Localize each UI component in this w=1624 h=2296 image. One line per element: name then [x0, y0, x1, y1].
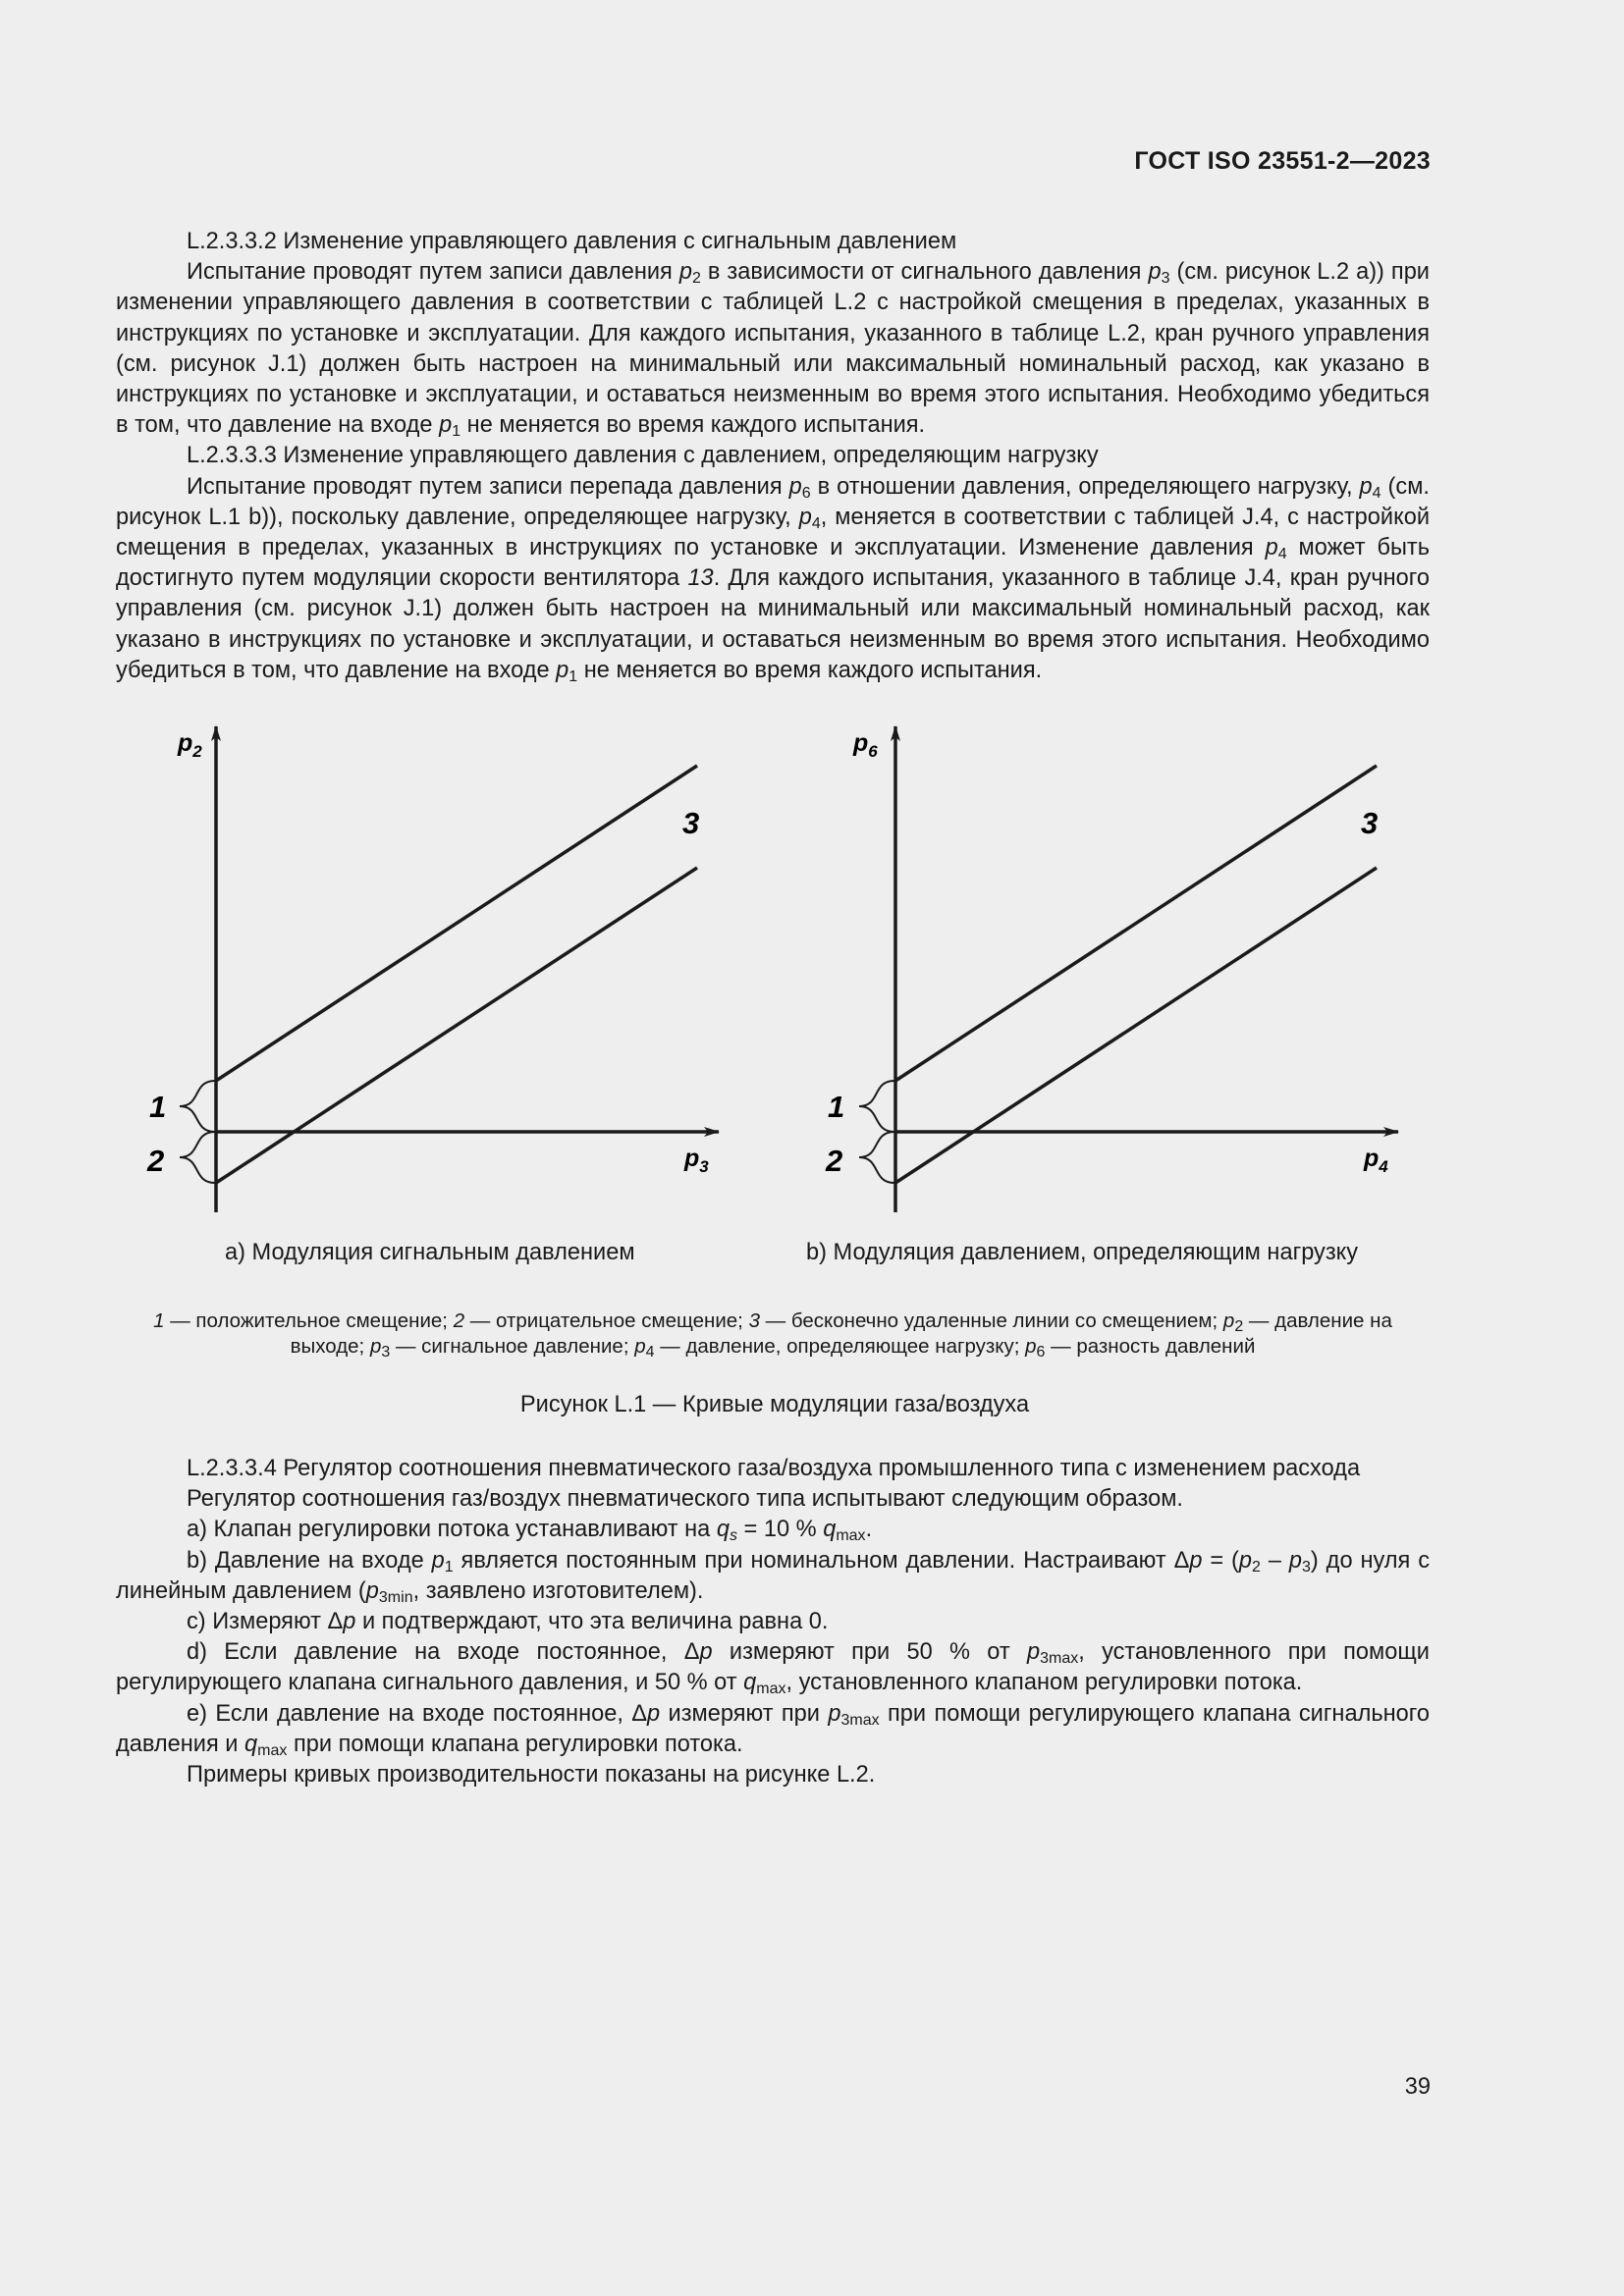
page-number: 39 [1404, 2074, 1431, 2100]
panel-b-caption: b) Модуляция давлением, определяющим нагрузку [806, 1240, 1359, 1265]
section-heading-L2332: L.2.3.3.2 Изменение управляющего давления с сигнальным давлением [187, 229, 957, 254]
panel-a-x-label: $p_3$ [684, 1145, 709, 1176]
panel-a-offset-line-positive [216, 766, 700, 1081]
panel-b-y-label: $p_6$ [853, 729, 878, 761]
section-heading-L2334: L.2.3.3.4 Регулятор соотношения пневматического газа/воздуха промышленного типа с изменением расхода [187, 1456, 1361, 1481]
section-heading-L2333: L.2.3.3.3 Изменение управляющего давления с давлением, определяющим нагрузку [187, 443, 1099, 469]
panel-a-y-label: $p_2$ [178, 729, 202, 761]
paragraph-closing: Примеры кривых производительности показаны на рисунке L.2. [187, 1762, 876, 1789]
figure-title: Рисунок L.1 — Кривые модуляции газа/воздуха [519, 1392, 1030, 1417]
panel-a-offset-line-negative [216, 868, 697, 1183]
list-item-c: c) Измеряют Δp и подтверждают, что эта величина равна 0. [187, 1609, 829, 1635]
panel-a-brace-2 [180, 1132, 215, 1183]
panel-a-label-2: 2 [147, 1144, 165, 1178]
panel-b-brace-1 [859, 1081, 894, 1132]
panel-b-brace-2 [859, 1132, 894, 1183]
panel-a [146, 726, 719, 1212]
paragraph-L2332: Испытание проводят путем записи давления $p_2$ в зависимости от сигнального давления $p_3$ (см. рисунок L.2 а)) при изменении управляющего давления в соответствии с таблицей L.2 с настройкой смещения в пределах, указанных в инструкциях по установке и эксплуатации. Для каждого испытания, указанного в таблице L.2, кран ручного управления (см. рисунок J.1) должен быть настроен на минимальный или максимальный номинальный расход, как указано в инструкциях по установке и эксплуатации, и оставаться неизменным во время этого испытания. Необходимо убедиться в том, что давление на входе $p_1$ не меняется во время каждого испытания. [116, 259, 1430, 441]
panel-b-offset-line-negative [895, 868, 1377, 1183]
panel-b-label-3: 3 [1361, 806, 1379, 840]
panel-b-label-2: 2 [826, 1144, 843, 1178]
panel-b-x-label: $p_4$ [1364, 1145, 1388, 1176]
panel-b-offset-line-positive [895, 766, 1377, 1081]
panel-a-brace-1 [180, 1081, 215, 1132]
list-item-b: b) Давление на входе $p_1$ является постоянным при номинальном давлении. Настраивают $\Delta p = (p_2 - p_3)$ до нуля с линейным давлением ($p_{3min}$, заявлено изготовителем). [116, 1547, 1431, 1606]
panel-a-caption: а) Модуляция сигнальным давлением [225, 1240, 635, 1265]
paragraph-intro: Регулятор соотношения газ/воздух пневматического типа испытывают следующим образом. [187, 1486, 1183, 1513]
list-item-e: е) Если давление на входе постоянное, Δp измеряют при $p_{3max}$ при помощи регулирующего клапана сигнального давления и $q_{max}$ при помощи клапана регулировки потока. [116, 1700, 1431, 1759]
text-block-bottom [116, 1454, 1430, 1790]
panel-a-label-1: 1 [149, 1090, 167, 1124]
figure-legend: 1 — положительное смещение; 2 — отрицательное смещение; 3 — бесконечно удаленные линии со смещением; $p_2$ — давление на выходе; $p_3$ — сигнальное давление; $p_4$ — давление, определяющее нагрузку; $p_6$ — разность давлений [153, 1309, 1392, 1361]
panel-b-label-1: 1 [828, 1090, 845, 1124]
panel-b [825, 726, 1398, 1212]
panel-a-label-3: 3 [682, 806, 700, 840]
list-item-a: а) Клапан регулировки потока устанавливают на $q_s = 10$ % $q_{max}$. [187, 1517, 873, 1545]
list-item-d: d) Если давление на входе постоянное, Δp измеряют при 50 % от $p_{3max}$, установленного при помощи регулирующего клапана сигнального давления, и 50 % от $q_{max}$, установленного клапаном регулировки потока. [116, 1639, 1430, 1698]
document-header: ГОСТ ISO 23551-2—2023 [1134, 147, 1431, 175]
paragraph-L2333: Испытание проводят путем записи перепада давления $p_6$ в отношении давления, определяющего нагрузку, $p_4$ (см. рисунок L.1 b)), поскольку давление, определяющее нагрузку, $p_4$, меняется в соответствии с таблицей J.4, с настройкой смещения в пределах, указанных в инструкциях по установке и эксплуатации. Изменение давления $p_4$ может быть достигнуто путем модуляции скорости вентилятора 13. Для каждого испытания, указанного в таблице J.4, кран ручного управления (см. рисунок J.1) должен быть настроен на минимальный или максимальный номинальный расход, как указано в инструкциях по установке и эксплуатации, и оставаться неизменным во время этого испытания. Необходимо убедиться в том, что давление на входе $p_1$ не меняется во время каждого испытания. [116, 473, 1431, 685]
